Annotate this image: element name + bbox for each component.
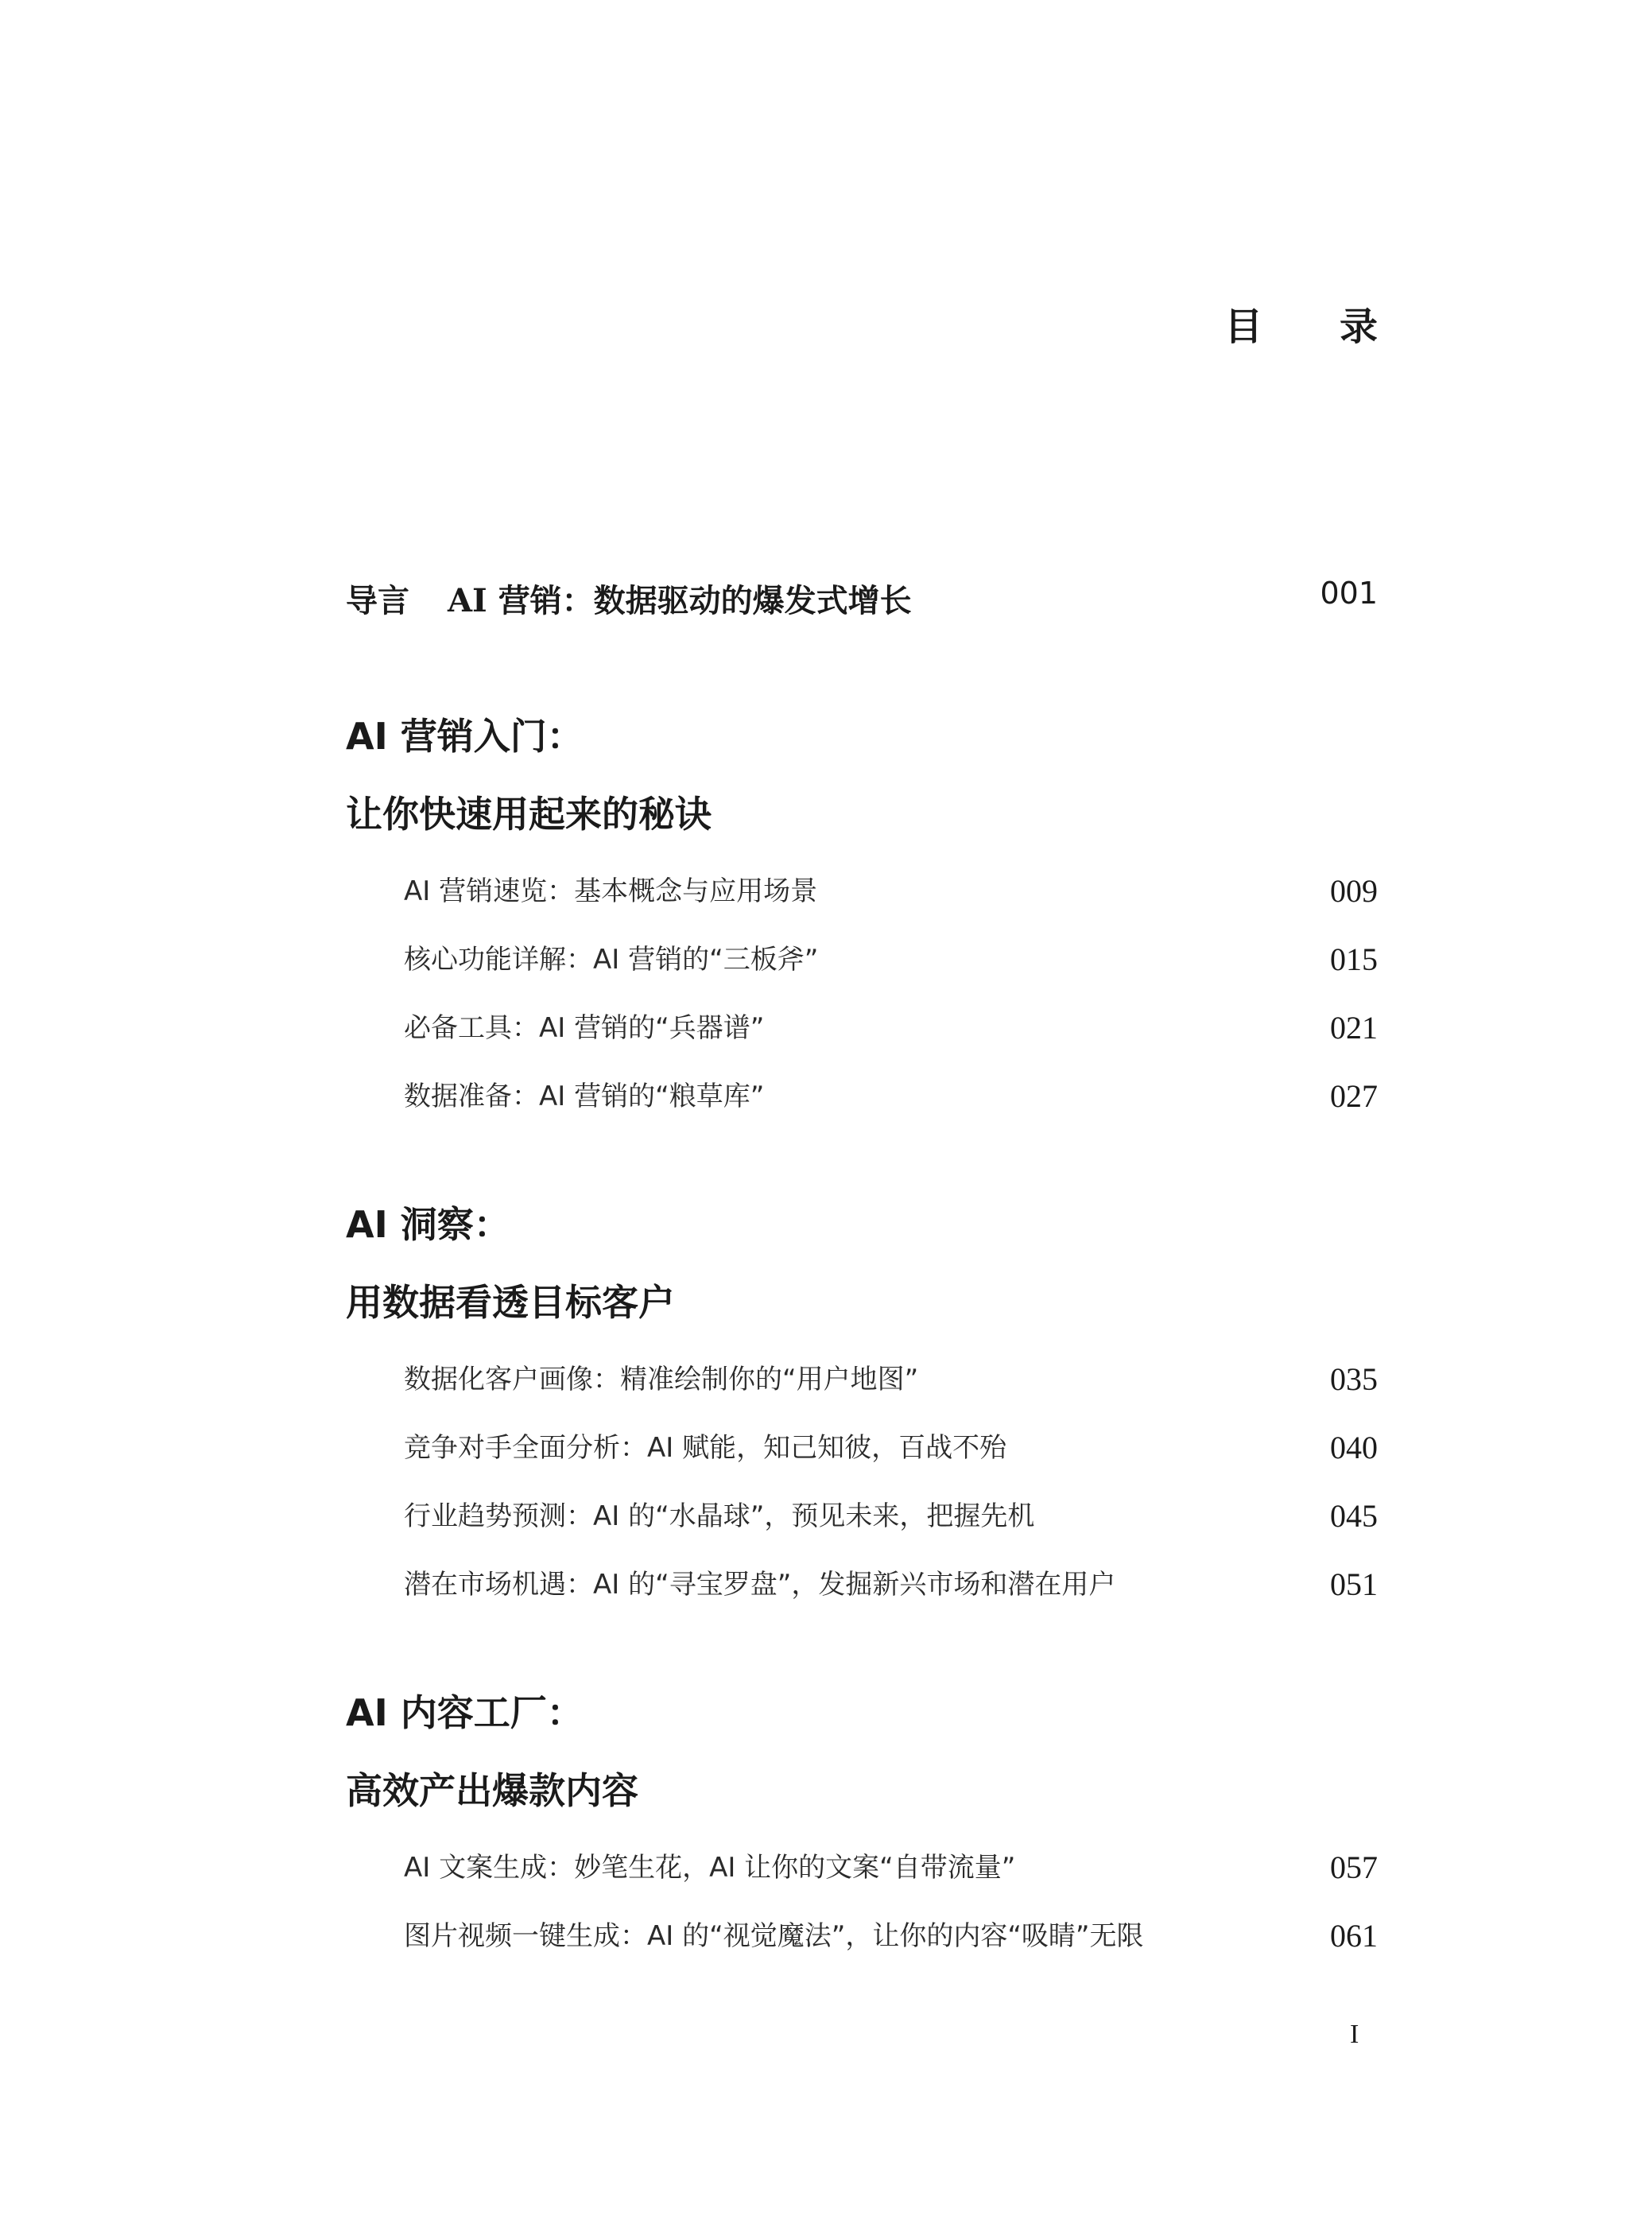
chapter-title: AI 洞察： [346,1203,510,1246]
intro-page-number: 001 [1320,576,1378,611]
intro-ai-label: AI [448,582,487,619]
toc-entry[interactable] [346,940,1378,1008]
toc-entry[interactable] [346,1077,1378,1145]
toc-entry-page: 061 [1330,1918,1378,1954]
chapter-title: AI 内容工厂： [346,1691,584,1734]
toc-intro-row[interactable] [346,576,1378,623]
toc-entry[interactable] [346,871,1378,940]
toc-entry-page: 027 [1330,1078,1378,1114]
toc-entry-title: 数据化客户画像：精准绘制你的“用户地图” [404,1364,919,1395]
toc-entry-title: 数据准备：AI 营销的“粮草库” [404,1081,765,1112]
toc-entry-title: 必备工具：AI 营销的“兵器谱” [404,1012,765,1044]
chapter-subtitle: 高效产出爆款内容 [346,1769,638,1812]
toc-entry-page: 021 [1330,1010,1378,1046]
toc-entry[interactable] [346,1565,1378,1633]
chapter-2 [346,1201,1378,1633]
toc-entry-page: 051 [1330,1566,1378,1602]
toc-entry-page: 009 [1330,873,1378,909]
intro-tag: 导言 [346,583,409,619]
toc-entry-page: 045 [1330,1498,1378,1534]
toc-entry-title: AI 文案生成：妙笔生花，AI 让你的文案“自带流量” [404,1852,1016,1884]
chapter-entries [346,1848,1378,1985]
toc-entry-title: 行业趋势预测：AI 的“水晶球”，预见未来，把握先机 [404,1500,1035,1532]
chapter-1 [346,712,1378,1145]
chapter-3 [346,1689,1378,1985]
toc-entry-title: AI 营销速览：基本概念与应用场景 [404,875,818,907]
toc-entry-page: 040 [1330,1430,1378,1465]
chapter-entries [346,871,1378,1145]
toc-entry-page: 035 [1330,1361,1378,1397]
chapter-subtitle: 用数据看透目标客户 [346,1281,675,1324]
toc-entry[interactable] [346,1008,1378,1077]
chapter-subtitle: 让你快速用起来的秘诀 [346,793,712,836]
toc-entry-page: 057 [1330,1849,1378,1885]
toc-entry-title: 潜在市场机遇：AI 的“寻宝罗盘”，发掘新兴市场和潜在用户 [404,1569,1116,1601]
toc-entry[interactable] [346,1916,1378,1985]
intro-title-text: 营销：数据驱动的爆发式增长 [498,583,912,619]
toc-entry[interactable] [346,1428,1378,1496]
toc-entry-title: 核心功能详解：AI 营销的“三板斧” [404,944,819,976]
toc-entry[interactable] [346,1496,1378,1565]
toc-entry[interactable] [346,1848,1378,1916]
chapter-entries [346,1360,1378,1633]
toc-entry-title: 图片视频一键生成：AI 的“视觉魔法”，让你的内容“吸睛”无限 [404,1920,1144,1952]
chapter-title: AI 营销入门： [346,715,584,758]
toc-entry-page: 015 [1330,941,1378,977]
page-folio: I [1350,2020,1359,2049]
intro-title [346,576,912,621]
toc-entry[interactable] [346,1360,1378,1428]
page-title: 目 录 [1224,305,1410,349]
toc-entry-title: 竞争对手全面分析：AI 赋能，知己知彼，百战不殆 [404,1432,1007,1464]
